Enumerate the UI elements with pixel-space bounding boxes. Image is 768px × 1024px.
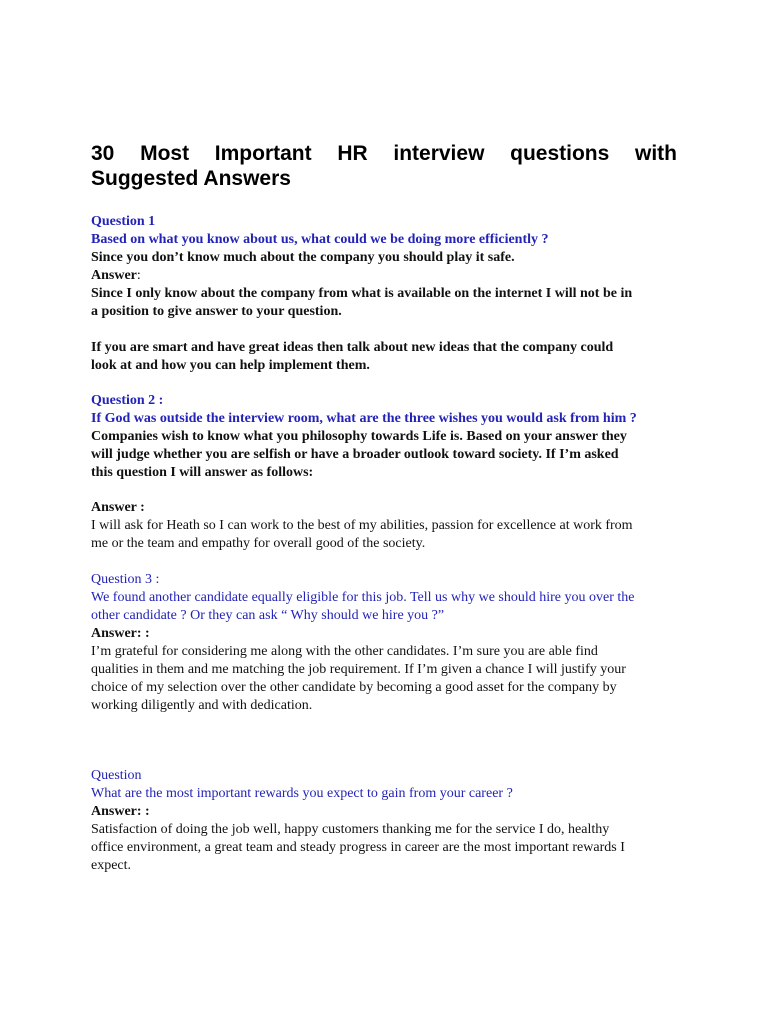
question-3-text-line-2: other candidate ? Or they can ask “ Why should we hire you ?” — [91, 608, 445, 623]
answer-2-section — [91, 499, 691, 553]
question-3-section — [91, 571, 691, 715]
question-4-section — [91, 767, 691, 875]
answer-4-line-2: office environment, a great team and steady progress in career are the most important rewards I — [91, 840, 625, 855]
answer-4-colon: : : — [136, 804, 150, 819]
question-2-label: Question 2 : — [91, 393, 164, 408]
answer-3-colon: : : — [136, 626, 150, 641]
document-title — [91, 141, 677, 191]
answer-3-line-2: qualities in them and me matching the job requirement. If I’m given a chance I will justify your — [91, 662, 626, 677]
title-line-1: 30 Most Important HR interview questions with — [91, 142, 677, 165]
question-2-note-line-3: this question I will answer as follows: — [91, 465, 314, 480]
question-1-text: Based on what you know about us, what could we be doing more efficiently ? — [91, 232, 549, 247]
question-2-note-line-2: will judge whether you are selfish or have a broader outlook toward society. If I’m asked — [91, 447, 619, 462]
answer-1-label: Answer — [91, 268, 137, 283]
answer-1-line-2: a position to give answer to your question. — [91, 304, 342, 319]
paragraph-1-line-2: look at and how you can help implement them. — [91, 358, 370, 373]
answer-1-colon: : — [136, 268, 141, 283]
answer-2-line-2: me or the team and empathy for overall good of the society. — [91, 536, 426, 551]
question-2-note-line-1: Companies wish to know what you philosophy towards Life is. Based on your answer they — [91, 429, 627, 444]
answer-2-label: Answer : — [91, 500, 145, 515]
answer-1-line-1: Since I only know about the company from what is available on the internet I will not be in — [91, 286, 633, 301]
question-1-label: Question 1 — [91, 214, 156, 229]
question-1-section — [91, 213, 691, 321]
answer-3-line-3: choice of my selection over the other candidate by becoming a good asset for the company by — [91, 680, 617, 695]
question-2-section — [91, 392, 691, 482]
answer-4-line-3: expect. — [91, 858, 132, 873]
paragraph-1-line-1: If you are smart and have great ideas then talk about new ideas that the company could — [91, 340, 614, 355]
question-4-text: What are the most important rewards you expect to gain from your career ? — [91, 786, 513, 801]
question-1-paragraph — [91, 339, 691, 375]
answer-3-label: Answer — [91, 626, 137, 641]
answer-3-line-1: I’m grateful for considering me along with the other candidates. I’m sure you are able find — [91, 644, 598, 659]
question-3-text-line-1: We found another candidate equally eligible for this job. Tell us why we should hire you over the — [91, 590, 635, 605]
title-line-2: Suggested Answers — [91, 167, 291, 190]
question-2-text: If God was outside the interview room, what are the three wishes you would ask from him ? — [91, 411, 637, 426]
answer-4-label: Answer — [91, 804, 137, 819]
question-1-note: Since you don’t know much about the company you should play it safe. — [91, 250, 515, 265]
answer-2-line-1: I will ask for Heath so I can work to the best of my abilities, passion for excellence at work from — [91, 518, 633, 533]
question-3-label: Question 3 : — [91, 572, 160, 587]
answer-3-line-4: working diligently and with dedication. — [91, 698, 313, 713]
answer-4-line-1: Satisfaction of doing the job well, happy customers thanking me for the service I do, healthy — [91, 822, 610, 837]
question-4-label: Question — [91, 768, 142, 783]
